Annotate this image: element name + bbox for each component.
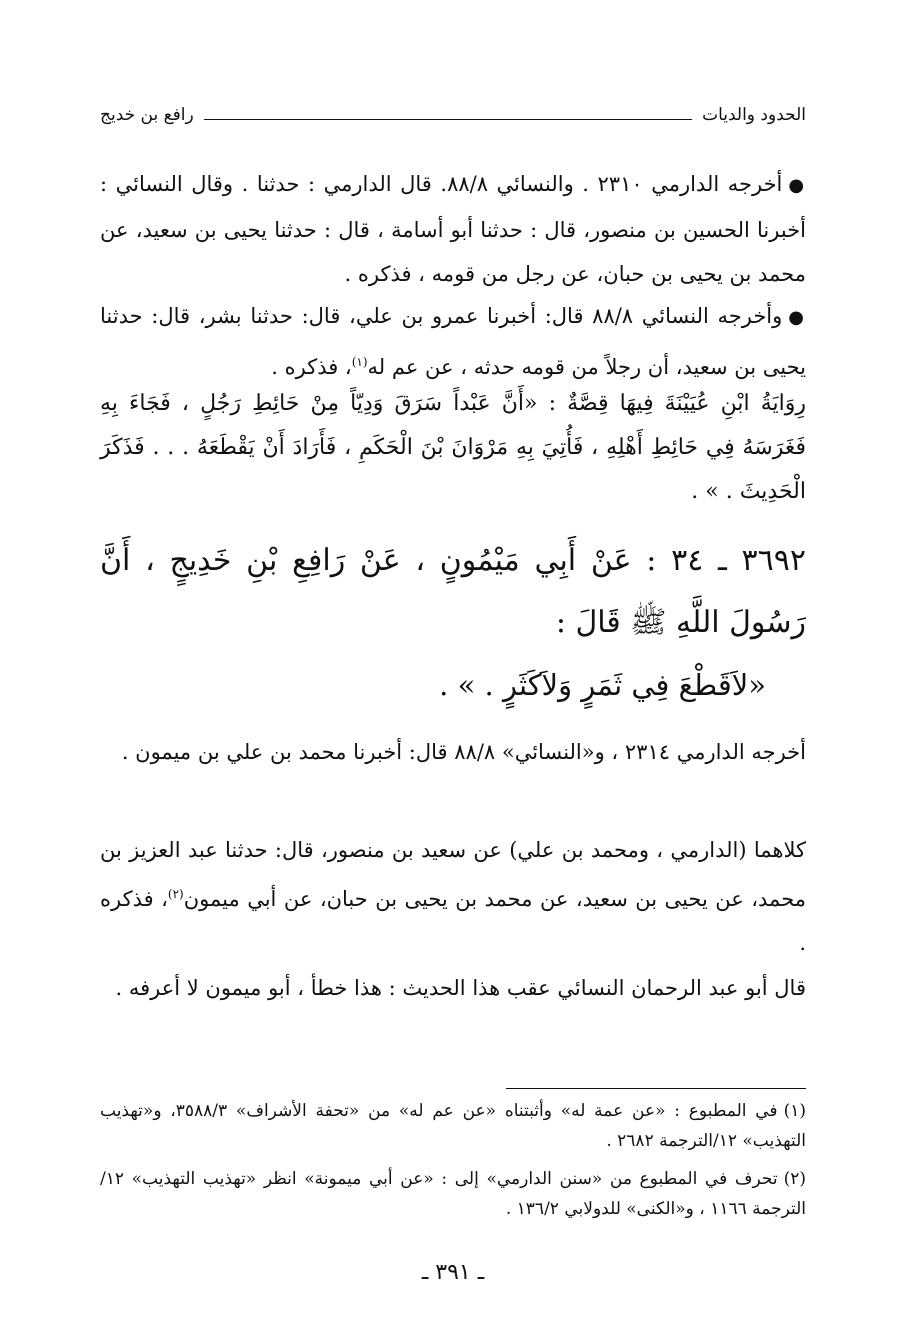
matn-text: «لاَقَطْعَ فِي ثَمَرٍ وَلاَكَثَرٍ . » . bbox=[439, 668, 766, 702]
footnote-separator bbox=[506, 1088, 806, 1089]
paragraph-takhrij-4 bbox=[100, 828, 806, 965]
header-chapter-title: الحدود والديات bbox=[702, 105, 806, 125]
footnote-text: تحرف في المطبوع من «سنن الدارمي» إلى : «عن أبي ميمونة» انظر «تهذيب التهذيب» ١٢/الترجمة ١١٦٦ ، و«الكنى» للدولابي ١٣٦/٢ . bbox=[100, 1169, 806, 1219]
bullet-icon: ● bbox=[788, 175, 806, 196]
paragraph-text: ، فذكره . bbox=[271, 355, 352, 379]
paragraph-text: قال أبو عبد الرحمان النسائي عقب هذا الحديث : هذا خطأ ، أبو ميمون لا أعرفه . bbox=[115, 976, 806, 1000]
hadith-isnad bbox=[100, 530, 806, 654]
paragraph-text: أخرجه الدارمي ٢٣١٠ . والنسائي ٨٨/٨. قال الدارمي : حدثنا . وقال النسائي : أخبرنا الحسين بن منصور، قال : حدثنا أبو أسامة ، قال : حدثنا يحيى بن سعيد، عن محمد بن يحيى بن حبان، عن رجل من قومه ، فذكره . bbox=[100, 172, 806, 286]
paragraph-takhrij-1 bbox=[100, 162, 806, 296]
hadith-matn bbox=[100, 660, 766, 710]
hadith-text: ٣٦٩٢ ـ ٣٤ : عَنْ أَبِي مَيْمُونٍ ، عَنْ رَافِعِ بْنِ خَدِيجٍ ، أَنَّ رَسُولَ اللَّهِ ﷺ قَالَ : bbox=[100, 543, 806, 640]
paragraph-text: أخرجه الدارمي ٢٣١٤ ، و«النسائي» ٨٨/٨ قال: أخبرنا محمد بن علي بن ميمون . bbox=[121, 740, 806, 764]
paragraph-text: ، فذكره . bbox=[100, 887, 806, 955]
footnote-number: (١) bbox=[783, 1101, 806, 1121]
paragraph-takhrij-3 bbox=[100, 730, 806, 774]
footnote-1 bbox=[100, 1096, 806, 1156]
footnote-marker-2[interactable]: (٢) bbox=[167, 887, 184, 901]
page-number: ـ ٣٩١ ـ bbox=[421, 1260, 485, 1285]
footnote-2 bbox=[100, 1164, 806, 1224]
footnote-number: (٢) bbox=[783, 1169, 806, 1189]
paragraph-text: كلاهما (الدارمي ، ومحمد بن علي) عن سعيد بن منصور، قال: حدثنا عبد العزيز بن محمد، عن يحيى بن سعيد، عن محمد بن يحيى بن حبان، عن أبي ميمون bbox=[100, 838, 806, 911]
paragraph-ibn-uyaynah bbox=[100, 382, 806, 514]
footnote-marker-1[interactable]: (١) bbox=[351, 355, 368, 369]
running-header bbox=[100, 100, 806, 130]
paragraph-text: رِوَايَةُ ابْنِ عُيَيْنَةَ فِيهَا قِصَّةٌ : «أَنَّ عَبْداً سَرَقَ وَدِيّاً مِنْ حَائِطِ رَجُلٍ ، فَجَاءَ بِهِ فَغَرَسَهُ فِي حَائِطِ أَهْلِهِ ، فَأُتِيَ بِهِ مَرْوَانَ بْنَ الْحَكَمِ ، فَأَرَادَ أَنْ يَقْطَعَهُ . . . فَذَكَرَ الْحَدِيثَ . » . bbox=[100, 391, 806, 504]
paragraph-nasai-comment bbox=[100, 966, 806, 1010]
paragraph-text: وأخرجه النسائي ٨٨/٨ قال: أخبرنا عمرو بن علي، قال: حدثنا بشر، قال: حدثنا يحيى بن سعيد، أن رجلاً من قومه حدثه ، عن عم له bbox=[100, 304, 806, 379]
header-section-title: رافع بن خديج bbox=[100, 105, 194, 125]
paragraph-takhrij-2 bbox=[100, 294, 806, 389]
footnote-text: في المطبوع : «عن عمة له» وأثبتناه «عن عم له» من «تحفة الأشراف» ٣٥٨٨/٣، و«تهذيب التهذيب» ١٢/الترجمة ٢٦٨٢ . bbox=[100, 1101, 806, 1151]
header-rule bbox=[204, 119, 692, 120]
bullet-icon: ● bbox=[788, 307, 806, 328]
